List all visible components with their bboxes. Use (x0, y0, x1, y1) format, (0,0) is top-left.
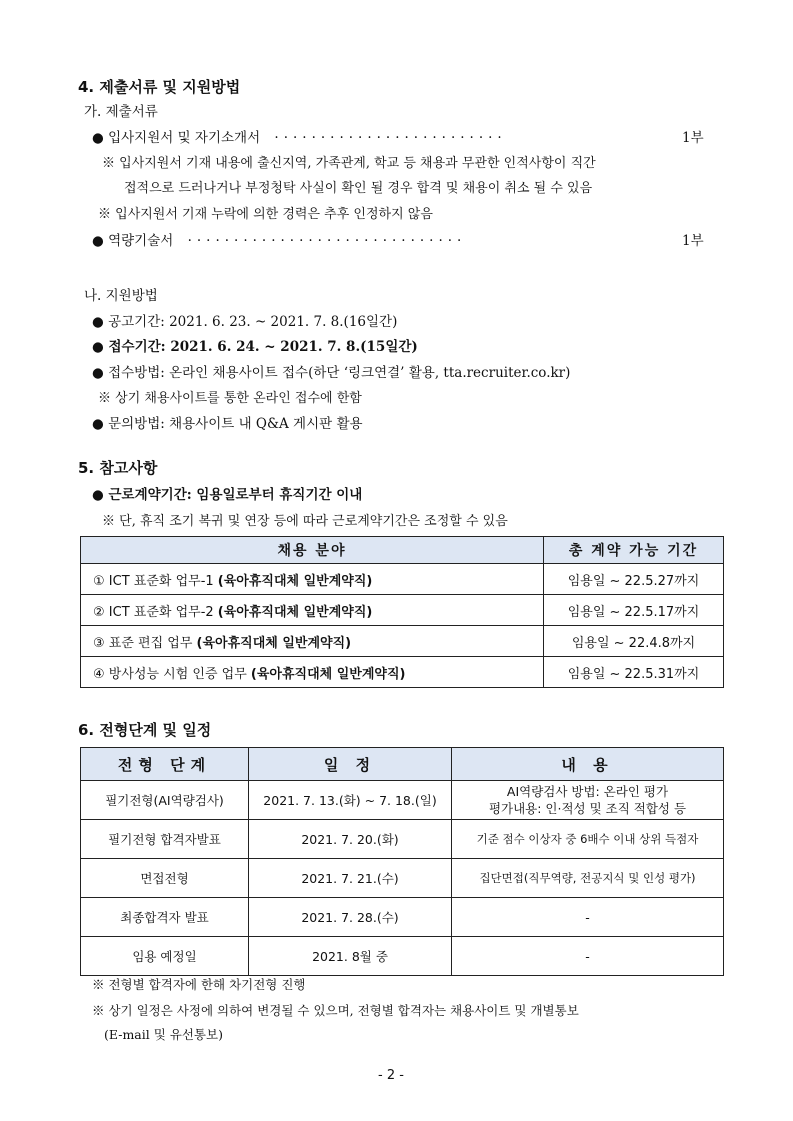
section-4-heading: 4. 제출서류 및 지원방법 (78, 78, 241, 96)
date-cell: 2021. 7. 28.(수) (249, 898, 452, 937)
contract-type: (육아휴직대체 일반계약직) (196, 635, 352, 651)
list-item (92, 412, 363, 432)
page-number: - 2 - (378, 1068, 404, 1083)
stage-cell: 임용 예정일 (81, 937, 249, 976)
content-line: AI역량검사 방법: 온라인 평가 (506, 784, 669, 799)
table-row (81, 781, 724, 820)
table-row (81, 657, 724, 688)
field-name: ③ 표준 편집 업무 (93, 635, 197, 651)
period-cell: 임용일 ~ 22.5.27까지 (544, 564, 724, 595)
column-header: 전형 단계 (81, 748, 249, 781)
bullet: ● (92, 487, 104, 503)
leader-dots: ························· (274, 130, 507, 146)
field-name: ④ 방사성능 시험 인증 업무 (93, 666, 251, 682)
contract-table (80, 536, 724, 688)
period-cell: 임용일 ~ 22.5.31까지 (544, 657, 724, 688)
period-cell: 임용일 ~ 22.4.8까지 (544, 626, 724, 657)
bullet: ● (92, 314, 104, 330)
content-cell: 기준 점수 이상자 중 6배수 이내 상위 득점자 (452, 820, 724, 859)
list-item-text: 접수방법: 온라인 채용사이트 접수(하단 ‘링크연결’ 활용, tta.recruiter.co.kr) (108, 365, 571, 381)
contract-type: (육아휴직대체 일반계약직) (217, 573, 373, 589)
doc-item-competency (92, 229, 712, 249)
field-cell (81, 564, 544, 595)
list-item-text: 접수기간: 2021. 6. 24. ~ 2021. 7. 8.(15일간) (108, 339, 418, 355)
table-row (81, 898, 724, 937)
note-line: ※ 상기 채용사이트를 통한 온라인 접수에 한함 (98, 391, 362, 406)
list-item (92, 361, 570, 381)
bullet: ● (92, 365, 104, 381)
table-row (81, 820, 724, 859)
note-line: ※ 단, 휴직 조기 복귀 및 연장 등에 따라 근로계약기간은 조정할 수 있음 (102, 514, 508, 529)
date-cell: 2021. 8월 중 (249, 937, 452, 976)
schedule-table (80, 747, 724, 976)
sub-b-title: 나. 지원방법 (84, 288, 158, 304)
table-header-row (81, 748, 724, 781)
date-cell: 2021. 7. 21.(수) (249, 859, 452, 898)
field-name: ① ICT 표준화 업무-1 (93, 573, 218, 589)
field-cell (81, 626, 544, 657)
note-line: ※ 입사지원서 기재 내용에 출신지역, 가족관계, 학교 등 채용과 무관한 인적사항이 직간 (102, 156, 596, 171)
stage-cell: 필기전형 합격자발표 (81, 820, 249, 859)
date-cell: 2021. 7. 13.(화) ~ 7. 18.(일) (249, 781, 452, 820)
note-line: ※ 입사지원서 기재 누락에 의한 경력은 추후 인정하지 않음 (98, 207, 433, 222)
note-line: 접적으로 드러나거나 부정청탁 사실이 확인 될 경우 합격 및 채용이 취소 될 수 있음 (124, 181, 593, 196)
column-header: 일 정 (249, 748, 452, 781)
table-row (81, 937, 724, 976)
period-cell: 임용일 ~ 22.5.17까지 (544, 595, 724, 626)
field-cell (81, 657, 544, 688)
table-row (81, 626, 724, 657)
contract-type: (육아휴직대체 일반계약직) (250, 666, 406, 682)
doc-name: 역량기술서 (108, 233, 174, 249)
table-header-row (81, 537, 724, 564)
section-6-heading: 6. 전형단계 및 일정 (78, 721, 212, 739)
contract-type: (육아휴직대체 일반계약직) (217, 604, 373, 620)
table-row (81, 564, 724, 595)
field-name: ② ICT 표준화 업무-2 (93, 604, 218, 620)
content-cell: - (452, 937, 724, 976)
table-row (81, 859, 724, 898)
stage-cell: 필기전형(AI역량검사) (81, 781, 249, 820)
content-cell: - (452, 898, 724, 937)
note-line: ※ 상기 일정은 사정에 의하여 변경될 수 있으며, 전형별 합격자는 채용사이트 및 개별통보 (92, 1003, 579, 1018)
section-5-heading: 5. 참고사항 (78, 459, 158, 477)
field-cell (81, 595, 544, 626)
list-item-text: 문의방법: 채용사이트 내 Q&A 게시판 활용 (108, 416, 363, 432)
content-cell (452, 781, 724, 820)
contract-period (92, 483, 362, 503)
doc-qty: 1부 (682, 233, 704, 249)
note-line: ※ 전형별 합격자에 한해 차기전형 진행 (92, 977, 306, 992)
list-item (92, 335, 418, 355)
doc-item-application (92, 126, 712, 146)
column-header: 내 용 (452, 748, 724, 781)
bullet: ● (92, 233, 104, 249)
list-item (92, 310, 397, 330)
content-cell: 집단면접(직무역량, 전공지식 및 인성 평가) (452, 859, 724, 898)
column-header: 총 계약 가능 기간 (544, 537, 724, 564)
bullet: ● (92, 339, 104, 355)
doc-name: 입사지원서 및 자기소개서 (108, 130, 261, 146)
doc-qty: 1부 (682, 130, 704, 146)
column-header: 채용 분야 (81, 537, 544, 564)
stage-cell: 면접전형 (81, 859, 249, 898)
list-item-text: 공고기간: 2021. 6. 23. ~ 2021. 7. 8.(16일간) (108, 314, 398, 330)
leader-dots: ······························ (187, 233, 467, 249)
table-row (81, 595, 724, 626)
bullet: ● (92, 130, 104, 146)
contract-text: 근로계약기간: 임용일로부터 휴직기간 이내 (108, 487, 363, 503)
bullet: ● (92, 416, 104, 432)
note-line: (E-mail 및 유선통보) (104, 1027, 223, 1042)
stage-cell: 최종합격자 발표 (81, 898, 249, 937)
date-cell: 2021. 7. 20.(화) (249, 820, 452, 859)
content-line: 평가내용: 인·적성 및 조직 적합성 등 (488, 801, 687, 816)
sub-a-title: 가. 제출서류 (84, 104, 158, 120)
